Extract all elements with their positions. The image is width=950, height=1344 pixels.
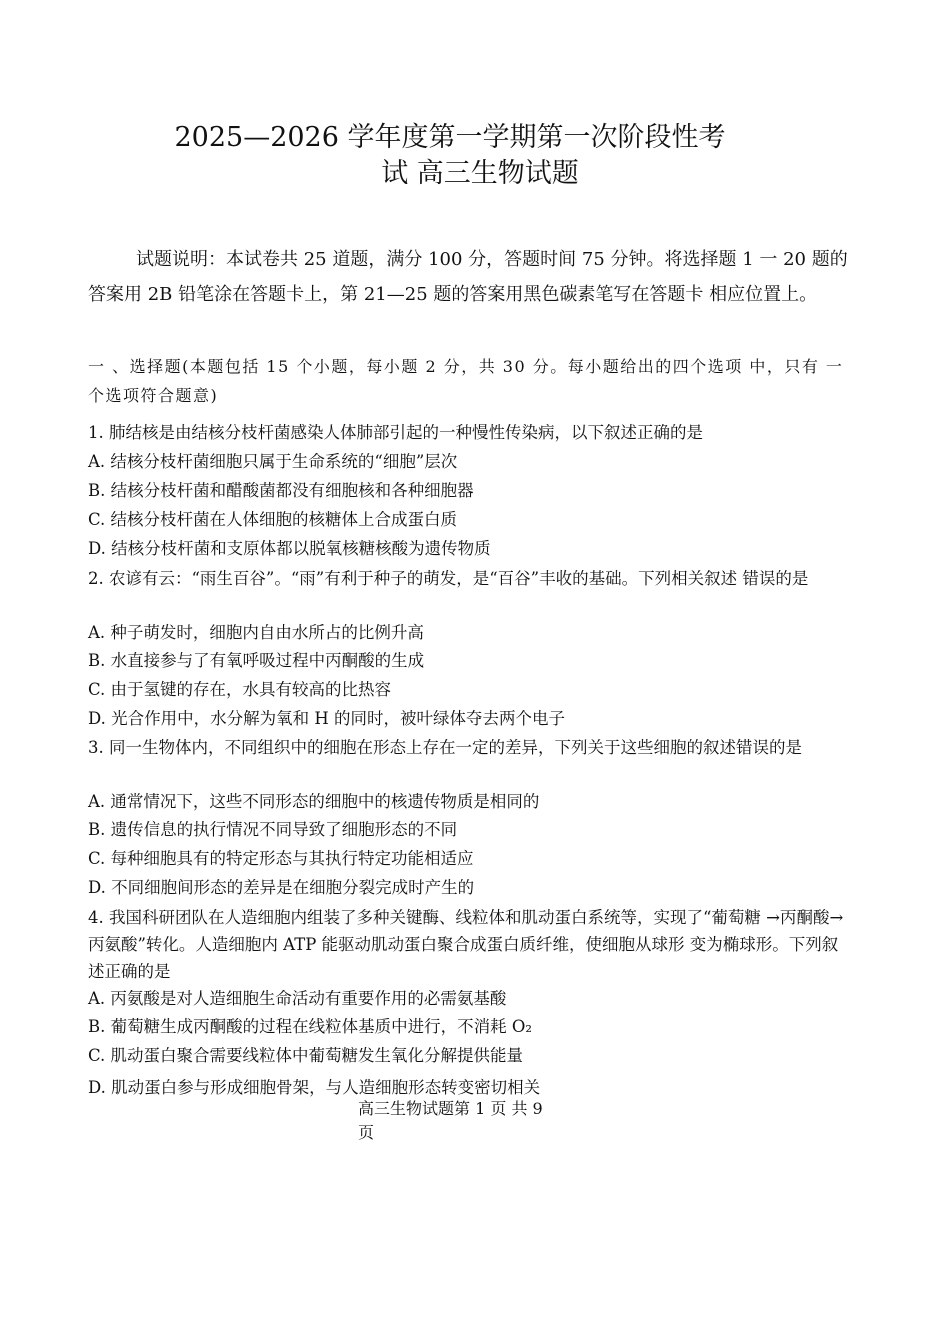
question-option: A. 通常情况下，这些不同形态的细胞中的核遗传物质是相同的 <box>88 792 540 811</box>
question-stem: 4. 我国科研团队在人造细胞内组装了多种关键酶、线粒体和肌动蛋白系统等，实现了“葡萄糖 →丙酮酸→丙氨酸”转化。人造细胞内 ATP 能驱动肌动蛋白聚合成蛋白质纤维，使细胞从球形 变为椭球形。下列叙述正确的是 <box>88 908 844 981</box>
exam-title-line1: 2025—2026 学年度第一学期第一次阶段性考 <box>174 122 726 153</box>
question-option: D. 结核分枝杆菌和支原体都以脱氧核糖核酸为遗传物质 <box>88 539 491 558</box>
question-stem: 1. 肺结核是由结核分枝杆菌感染人体肺部引起的一种慢性传染病，以下叙述正确的是 <box>88 423 703 442</box>
question-option: A. 丙氨酸是对人造细胞生命活动有重要作用的必需氨基酸 <box>88 989 507 1008</box>
question-option: D. 光合作用中，水分解为氧和 H 的同时，被叶绿体夺去两个电子 <box>88 709 566 728</box>
question-option: C. 肌动蛋白聚合需要线粒体中葡萄糖发生氧化分解提供能量 <box>88 1046 524 1065</box>
exam-title-line2: 试 高三生物试题 <box>381 158 579 189</box>
question-option: B. 水直接参与了有氧呼吸过程中丙酮酸的生成 <box>88 651 425 670</box>
question-option: C. 结核分枝杆菌在人体细胞的核糖体上合成蛋白质 <box>88 510 458 529</box>
footer-page-number: 高三生物试题第 1 页 共 9 <box>358 1099 543 1118</box>
footer-page-suffix: 页 <box>358 1123 375 1142</box>
question-option: A. 结核分枝杆菌细胞只属于生命系统的“细胞”层次 <box>88 452 458 471</box>
question-option: B. 结核分枝杆菌和醋酸菌都没有细胞核和各种细胞器 <box>88 481 474 500</box>
page-footer <box>358 1097 598 1145</box>
question-option: C. 每种细胞具有的特定形态与其执行特定功能相适应 <box>88 849 474 868</box>
question-stem: 3. 同一生物体内，不同组织中的细胞在形态上存在一定的差异，下列关于这些细胞的叙述错误的是 <box>88 738 802 757</box>
section-heading: 一 、选择题(本题包括 15 个小题，每小题 2 分，共 30 分。每小题给出的四个选项 中，只有 一个选项符合题意) <box>88 357 844 405</box>
question-option: D. 肌动蛋白参与形成细胞骨架，与人造细胞形态转变密切相关 <box>88 1078 541 1097</box>
exam-instructions: 试题说明：本试卷共 25 道题，满分 100 分，答题时间 75 分钟。将选择题 1 一 20 题的答案用 2B 铅笔涂在答题卡上，第 21—25 题的答案用黑色碳素笔写在答题卡 相应位置上。 <box>88 249 848 305</box>
question-option: A. 种子萌发时，细胞内自由水所占的比例升高 <box>88 623 424 642</box>
question-option: D. 不同细胞间形态的差异是在细胞分裂完成时产生的 <box>88 878 475 897</box>
question-option: C. 由于氢键的存在，水具有较高的比热容 <box>88 680 392 699</box>
question-option: B. 遗传信息的执行情况不同导致了细胞形态的不同 <box>88 820 458 839</box>
question-stem: 2. 农谚有云：“雨生百谷”。“雨”有利于种子的萌发，是“百谷”丰收的基础。下列相关叙述 错误的是 <box>88 569 809 588</box>
question-option: B. 葡萄糖生成丙酮酸的过程在线粒体基质中进行，不消耗 O₂ <box>88 1017 533 1036</box>
